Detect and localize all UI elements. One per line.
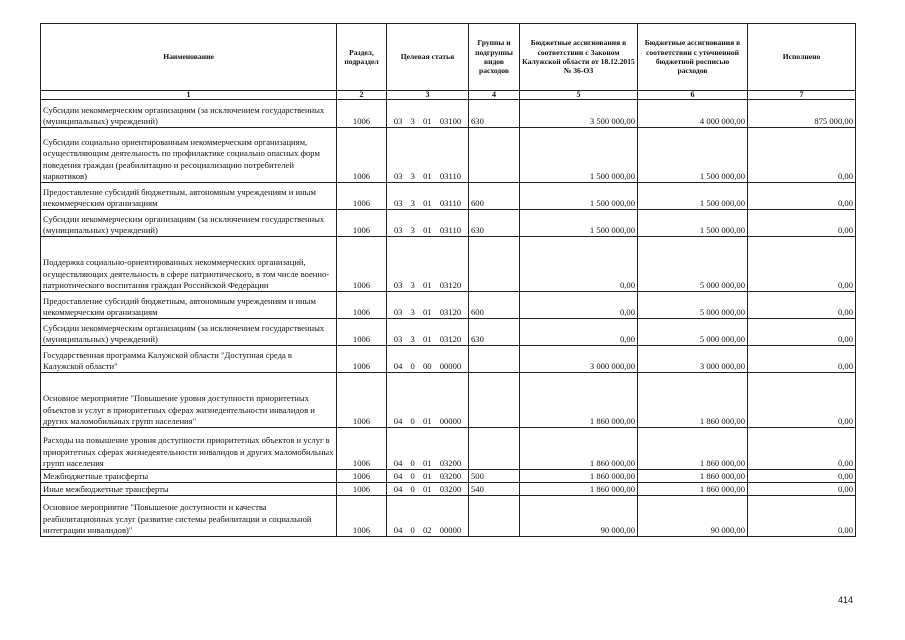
- table-row: [41, 428, 856, 470]
- row-refined-amount: 1 500 000,00: [638, 183, 748, 210]
- row-section: 1006: [337, 100, 387, 128]
- row-group: [469, 346, 520, 373]
- row-refined-amount: 5 000 000,00: [638, 292, 748, 319]
- column-number: 7: [748, 91, 856, 100]
- table-row: [41, 292, 856, 319]
- row-section: 1006: [337, 292, 387, 319]
- row-group: [469, 237, 520, 292]
- row-target: 04 0 01 03200: [387, 428, 469, 470]
- table-row: [41, 128, 856, 183]
- row-law-amount: 1 860 000,00: [520, 373, 638, 428]
- row-executed-amount: 0,00: [748, 428, 856, 470]
- header-name: Наименование: [41, 24, 337, 91]
- row-section: 1006: [337, 483, 387, 496]
- row-target: 03 3 01 03110: [387, 210, 469, 237]
- row-executed-amount: 875 000,00: [748, 100, 856, 128]
- row-name: Субсидии некоммерческим организациям (за исключением государственных (муниципальных) учреждений): [41, 210, 337, 237]
- table-row: [41, 483, 856, 496]
- row-section: 1006: [337, 128, 387, 183]
- row-target: 04 0 01 03200: [387, 483, 469, 496]
- row-target: 03 3 01 03100: [387, 100, 469, 128]
- row-group: [469, 496, 520, 537]
- row-group: 630: [469, 319, 520, 346]
- header-executed: Исполнено: [748, 24, 856, 91]
- header-refined: Бюджетные ассигнования в соответствии с уточненной бюджетной росписью расходов: [638, 24, 748, 91]
- row-name: Основное мероприятие "Повышение уровня доступности приоритетных объектов и услуг в приоритетных сферах жизнедеятельности инвалидов и других маломобильных групп населения": [41, 373, 337, 428]
- row-section: 1006: [337, 470, 387, 483]
- row-refined-amount: 1 500 000,00: [638, 210, 748, 237]
- row-section: 1006: [337, 183, 387, 210]
- row-name: Расходы на повышение уровня доступности приоритетных объектов и услуг в приоритетных сферах жизнедеятельности инвалидов и других маломобильных групп населения: [41, 428, 337, 470]
- row-law-amount: 1 500 000,00: [520, 183, 638, 210]
- row-law-amount: 1 500 000,00: [520, 210, 638, 237]
- row-law-amount: 1 860 000,00: [520, 428, 638, 470]
- row-group: 540: [469, 483, 520, 496]
- row-name: Субсидии некоммерческим организациям (за исключением государственных (муниципальных) учреждений): [41, 319, 337, 346]
- column-number: 6: [638, 91, 748, 100]
- row-executed-amount: 0,00: [748, 319, 856, 346]
- row-refined-amount: 1 860 000,00: [638, 428, 748, 470]
- budget-table: [40, 23, 856, 537]
- row-target: 04 0 01 03200: [387, 470, 469, 483]
- row-law-amount: 3 000 000,00: [520, 346, 638, 373]
- column-number: 5: [520, 91, 638, 100]
- row-target: 04 0 01 00000: [387, 373, 469, 428]
- row-target: 03 3 01 03120: [387, 237, 469, 292]
- row-group: [469, 128, 520, 183]
- page-number: 414: [837, 595, 853, 605]
- row-name: Государственная программа Калужской области "Доступная среда в Калужской области": [41, 346, 337, 373]
- row-name: Предоставление субсидий бюджетным, автономным учреждениям и иным некоммерческим организациям: [41, 183, 337, 210]
- header-law: Бюджетные ассигнования в соответствии с Законом Калужской области от 18.12.2015 № 36-ОЗ: [520, 24, 638, 91]
- row-target: 04 0 00 00000: [387, 346, 469, 373]
- table-row: [41, 346, 856, 373]
- row-section: 1006: [337, 428, 387, 470]
- row-executed-amount: 0,00: [748, 470, 856, 483]
- row-target: 04 0 02 00000: [387, 496, 469, 537]
- row-executed-amount: 0,00: [748, 346, 856, 373]
- row-refined-amount: 1 860 000,00: [638, 470, 748, 483]
- row-section: 1006: [337, 346, 387, 373]
- row-name: Субсидии социально ориентированным некоммерческим организациям, осуществляющим деятельность по профилактике социально опасных форм поведения граждан (реабилитацию и ресоциализацию потребителей наркотиков): [41, 128, 337, 183]
- row-refined-amount: 4 000 000,00: [638, 100, 748, 128]
- row-name: Иные межбюджетные трансферты: [41, 483, 337, 496]
- row-refined-amount: 90 000,00: [638, 496, 748, 537]
- column-number-row: [41, 91, 856, 100]
- table-row: [41, 470, 856, 483]
- row-section: 1006: [337, 319, 387, 346]
- row-group: [469, 428, 520, 470]
- row-name: Межбюджетные трансферты: [41, 470, 337, 483]
- table-row: [41, 210, 856, 237]
- row-group: 600: [469, 183, 520, 210]
- row-section: 1006: [337, 496, 387, 537]
- row-law-amount: 3 500 000,00: [520, 100, 638, 128]
- row-name: Поддержка социально-ориентированных некоммерческих организаций, осуществляющих деятельность в сфере патриотического, в том числе военно-патриотического воспитания граждан Российской Федерации: [41, 237, 337, 292]
- column-number: 3: [387, 91, 469, 100]
- header-group: Группы и подгруппы видов расходов: [469, 24, 520, 91]
- row-refined-amount: 3 000 000,00: [638, 346, 748, 373]
- row-law-amount: 0,00: [520, 319, 638, 346]
- row-refined-amount: 5 000 000,00: [638, 237, 748, 292]
- row-target: 03 3 01 03110: [387, 183, 469, 210]
- row-group: 500: [469, 470, 520, 483]
- row-target: 03 3 01 03120: [387, 319, 469, 346]
- row-executed-amount: 0,00: [748, 183, 856, 210]
- header-row: [41, 24, 856, 91]
- row-refined-amount: 1 500 000,00: [638, 128, 748, 183]
- row-name: Основное мероприятие "Повышение доступности и качества реабилитационных услуг (развитие системы реабилитации и социальной интеграции инвалидов)": [41, 496, 337, 537]
- table-row: [41, 319, 856, 346]
- row-executed-amount: 0,00: [748, 373, 856, 428]
- row-law-amount: 0,00: [520, 237, 638, 292]
- row-name: Субсидии некоммерческим организациям (за исключением государственных (муниципальных) учреждений): [41, 100, 337, 128]
- table-row: [41, 183, 856, 210]
- header-target: Целевая статья: [387, 24, 469, 91]
- row-target: 03 3 01 03110: [387, 128, 469, 183]
- header-section: Раздел, подраздел: [337, 24, 387, 91]
- row-section: 1006: [337, 373, 387, 428]
- row-group: 630: [469, 100, 520, 128]
- table-body: [41, 100, 856, 537]
- row-executed-amount: 0,00: [748, 237, 856, 292]
- column-number: 4: [469, 91, 520, 100]
- row-law-amount: 1 860 000,00: [520, 483, 638, 496]
- row-section: 1006: [337, 237, 387, 292]
- row-target: 03 3 01 03120: [387, 292, 469, 319]
- row-executed-amount: 0,00: [748, 210, 856, 237]
- row-executed-amount: 0,00: [748, 292, 856, 319]
- row-group: 600: [469, 292, 520, 319]
- row-law-amount: 1 500 000,00: [520, 128, 638, 183]
- column-number: 1: [41, 91, 337, 100]
- table-row: [41, 100, 856, 128]
- row-refined-amount: 1 860 000,00: [638, 483, 748, 496]
- table-row: [41, 373, 856, 428]
- table-row: [41, 237, 856, 292]
- row-refined-amount: 1 860 000,00: [638, 373, 748, 428]
- table-row: [41, 496, 856, 537]
- row-executed-amount: 0,00: [748, 496, 856, 537]
- row-law-amount: 90 000,00: [520, 496, 638, 537]
- row-group: 630: [469, 210, 520, 237]
- row-law-amount: 1 860 000,00: [520, 470, 638, 483]
- row-section: 1006: [337, 210, 387, 237]
- row-law-amount: 0,00: [520, 292, 638, 319]
- row-name: Предоставление субсидий бюджетным, автономным учреждениям и иным некоммерческим организациям: [41, 292, 337, 319]
- row-executed-amount: 0,00: [748, 483, 856, 496]
- column-number: 2: [337, 91, 387, 100]
- row-refined-amount: 5 000 000,00: [638, 319, 748, 346]
- row-group: [469, 373, 520, 428]
- row-executed-amount: 0,00: [748, 128, 856, 183]
